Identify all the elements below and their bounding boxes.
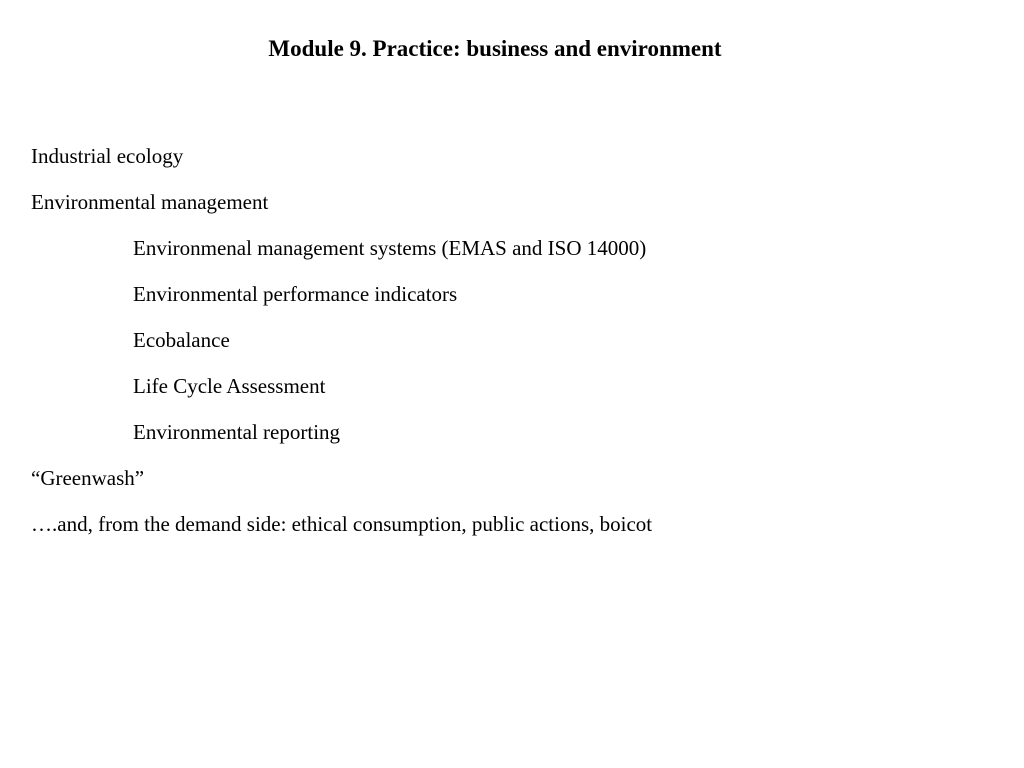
subtopic-item-life-cycle-assessment: Life Cycle Assessment [133, 374, 326, 398]
topic-item-demand-side: ….and, from the demand side: ethical consumption, public actions, boicot [31, 512, 653, 536]
topic-item-industrial-ecology: Industrial ecology [31, 144, 184, 168]
subtopic-item-ecobalance: Ecobalance [133, 328, 230, 352]
subtopic-item-environmental-reporting: Environmental reporting [133, 420, 341, 444]
slide-title: Module 9. Practice: business and environment [268, 36, 722, 61]
topic-item-greenwash: “Greenwash” [31, 466, 145, 490]
topic-item-environmental-management: Environmental management [31, 190, 269, 214]
topic-list [31, 133, 991, 547]
subtopic-item-ems: Environmenal management systems (EMAS and ISO 14000) [133, 236, 647, 260]
subtopic-item-performance-indicators: Environmental performance indicators [133, 282, 458, 306]
